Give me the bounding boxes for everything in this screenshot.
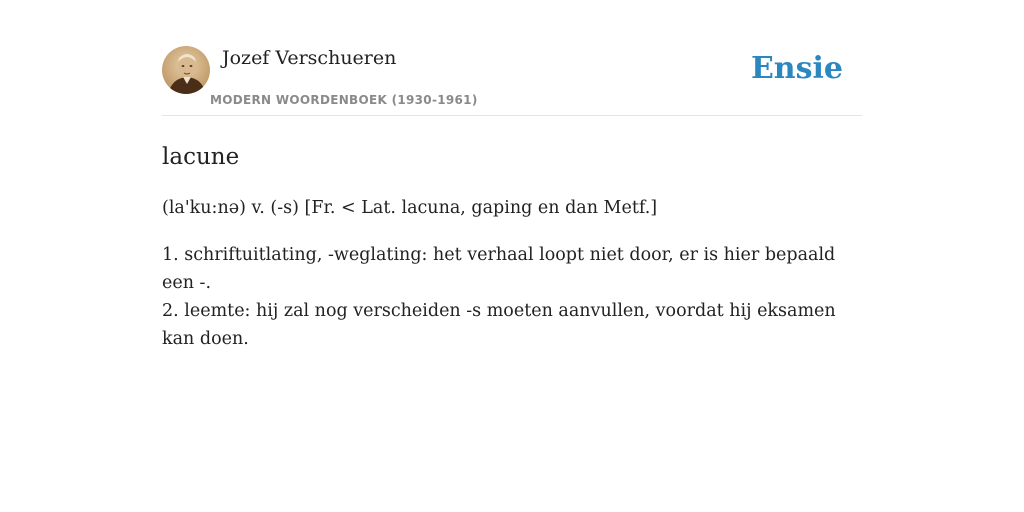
page <box>162 0 862 353</box>
definition-list <box>162 241 862 353</box>
headword: lacune <box>162 144 240 170</box>
dictionary-source[interactable]: MODERN WOORDENBOEK (1930-1961) <box>210 93 478 107</box>
portrait-photo-icon <box>162 46 210 94</box>
author-avatar[interactable] <box>162 46 210 94</box>
author-name[interactable]: Jozef Verschueren <box>222 47 397 69</box>
entry-header <box>162 46 862 116</box>
etymology: (la'ku:nə) v. (-s) [Fr. < Lat. lacuna, gaping en dan Metf.] <box>162 198 658 218</box>
ensie-logo-link[interactable]: Ensie <box>750 51 843 86</box>
definition-item: 2. leemte: hij zal nog verscheiden -s moeten aanvullen, voordat hij eksamen kan doen. <box>162 301 836 349</box>
definition-item: 1. schriftuitlating, -weglating: het verhaal loopt niet door, er is hier bepaald een -. <box>162 245 836 293</box>
